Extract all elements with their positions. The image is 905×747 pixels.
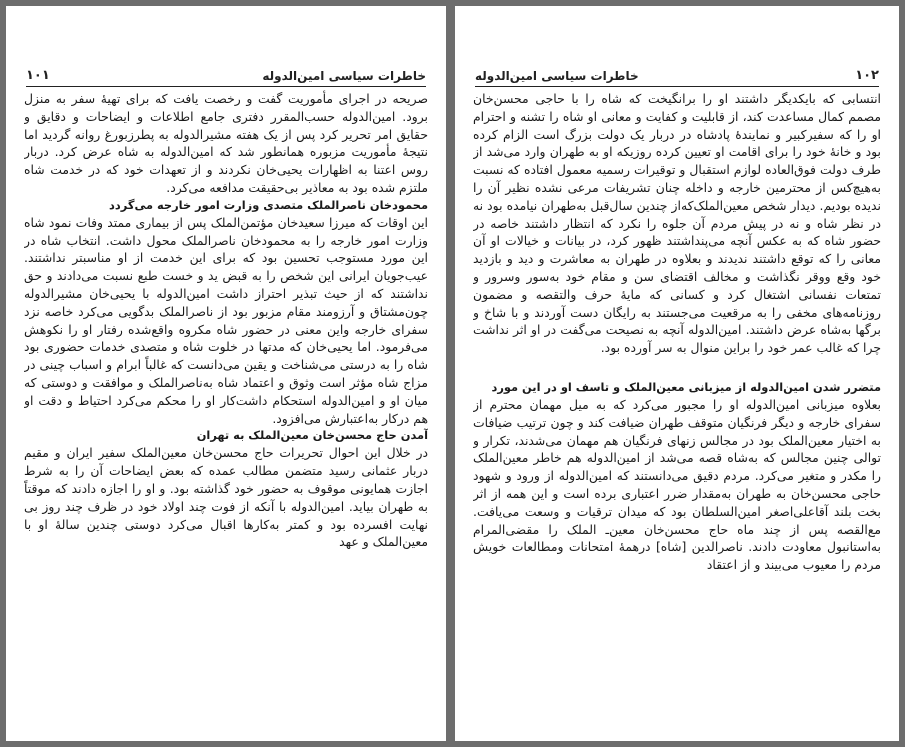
left-paragraph-2: این اوقات که میرزا سعیدخان مؤتمن‌الملک پس از بیماری ممتد وفات نمود شاه وزارت امور خارجه را به محمودخان ناصرالملک محول داشت. انتخاب شاه در این مورد مستوجب تحسین بود که برای این خدمت از او مناسبتر نداشتند. عیب‌جویان ایرانی این شخص را به قبض ید و خست طبع نسبت می‌دادند و حق نداشتند که از حیث تبذیر احتراز داشت امین‌الدوله با یحیی‌خان مشیرالدوله چون‌مشتاق و آرزومند مقام مزبور بود از ناصرالملک بدگویی می‌کرد خاصه نزد سفرای خارجه واین معنی در حضور شاه مکروه واقع‌شده رفتار او را نکوهش می‌فرمود. اما یحیی‌خان که مدتها در خلوت شاه و متصدی خدمات حضوری بود شاه را به درستی می‌شناخت و یقین می‌دانست که غالباً ابرام و اسباب چینی در مزاج شاه مؤثر است وثوق و اعتماد شاه به‌ناصرالملک و موافقت و دوستی که میان او و امین‌الدوله استحکام داشت‌کار او را محکم می‌کرد احتیاط و دقت او هم درکار به‌اعتبارش می‌افزود. [24,214,428,426]
left-section-heading-1: محمودخان ناصرالملک متصدی وزارت امور خارجه می‌گردد [109,197,428,212]
right-paragraph-2: بعلاوه میزبانی امین‌الدوله او را مجبور می‌کرد که به میل مهمان محترم از سفرای خارجه و دیگر فرنگیان متوقف طهران ضیافت کند و چون ترتیب ضیافات به اختیار معین‌الملک بود در مجالس زنهای فرنگیان هم مهمان می‌شدند، تکرار و توالی چنین مجالس که به‌شاه قصه می‌شد از امین‌الدوله هم خاطر معین‌الملک را مکدر و متغیر می‌کرد. مردم دقیق می‌دانستند که امین‌الدوله از ورود و شهود حاجی محسن‌خان به طهران به‌مقدار ضرر اعتباری برده است و این همه از اثر بخت بلند آقاعلی‌اصغر امین‌السلطان بود که میدان ترقیات و وسعت می‌یافت. مع‌القصه پس از چند ماه حاج محسن‌خان معین‌ـ الملک را مقضی‌المرام به‌استانبول معاودت دادند. ناصرالدین [شاه] درهمهٔ امتحانات ومطالعات خویش مردم را معیوب می‌بیند و از اعتقاد [473,396,881,573]
right-page [455,6,899,741]
left-page [6,6,446,741]
right-page-body [473,90,881,733]
left-page-running-title: خاطرات سیاسی امین‌الدوله [262,69,426,83]
left-paragraph-3: در خلال این احوال تحریرات حاج محسن‌خان معین‌الملک سفیر ایران و مقیم دربار عثمانی رسید متضمن مطالب عمده که بعض ایضاحات آن را به شرط اجازت همایونی موقوف به حضور خود گذاشته بود. و او را اجازه دادند که موقتاً به طهران بیاید. امین‌الدوله با آنکه از فوت چند اولاد خود در ظرف چند روز بی نهایت افسرده بود و کمتر به‌کارها اقبال می‌کرد دوستی چندین سالهٔ او با معین‌الملک و عهد [24,445,428,550]
left-page-number: ۱۰۱ [26,68,50,83]
right-section-heading-1: متضرر شدن امین‌الدوله از میزبانی معین‌الملک و تاسف او در این مورد [491,379,881,394]
right-paragraph-1: انتسابی که بایکدیگر داشتند او را برانگیخت که شاه را با حاجی محسن‌خان مصمم کمال مساعدت کند، از قابلیت و کفایت و معانی او شاه را تشنه و احترام او را که سفیرکبیر و نمایندهٔ پادشاه در دربار یک دولت بزرگ است الزام کرده بود و خانهٔ خود را برای اقامت او تعیین کرده روزیکه او به طهران وارد می‌شد از طرف دولت فوق‌العاده لوازم استقبال و توقیرات رسمیه معمول افتاده که نسبت به‌هیچ‌کس از محترمین خارجه و داخله چنان تشریفات مرعی نشده نظیر آن را ندیده بودیم. دیدار شخص معین‌الملک‌که‌از چندین سال‌قبل به‌طهران نیامده بود نه در نظر شاه و نه در پیش مردم آن جلوه را نکرد که انتظار داشتند خاصه در حضور شاه که به عکس آنچه می‌پنداشتند ظهور کرد، در بیانات و خیالات او آن معانی را که توقع داشتند ندیدند و بعلاوه در طهران به معاشرت و دید و بازدید خود وقع ووقر نگذاشت و مخالف اقتضای سن و مقام خود به‌سور وسرور و تمتعات نفسانی اشتغال کرد و کسانی که مایهٔ حرف والتقصه و مضمون روزنامه‌های مخفی را به مرقعیت می‌جستند به رایگان دست آوردند و با شاخ و برگها به‌شاه عرض داشتند. امین‌الدوله آنچه به نصیحت می‌گفت در او اثر نداشت چرا که غالب عمر خود را براین منوال به سر آورده بود. [473,91,881,356]
left-section-heading-2: آمدن حاج محسن‌خان معین‌الملک به تهران [196,428,428,443]
right-page-running-title: خاطرات سیاسی امین‌الدوله [475,69,639,83]
left-page-body [24,90,428,733]
right-page-header [475,64,879,87]
left-paragraph-1: صریحه در اجرای مأموریت گفت و رخصت یافت که برای تهیهٔ سفر به منزل برود. امین‌الدوله حسب‌المقرر دفتری جامع اطلاعات و ایضاحات و دقایق و حقایق امر تحریر کرد پس از یک هفته مشیرالدوله به پطرزبورغ روانه گردید اما نتیجهٔ مأموریت مزبوره همانطور شد که امین‌الدوله به شاه عرض کرد. دربار روس اعتنا به اظهارات یحیی‌خان نکردند و از تعهدات خود که در خدمت شاه ملتزم شده بود به معاذیر بی‌حقیقت مدافعه می‌کرد. [24,91,428,195]
right-page-number: ۱۰۲ [855,68,879,83]
left-page-header [26,64,426,87]
